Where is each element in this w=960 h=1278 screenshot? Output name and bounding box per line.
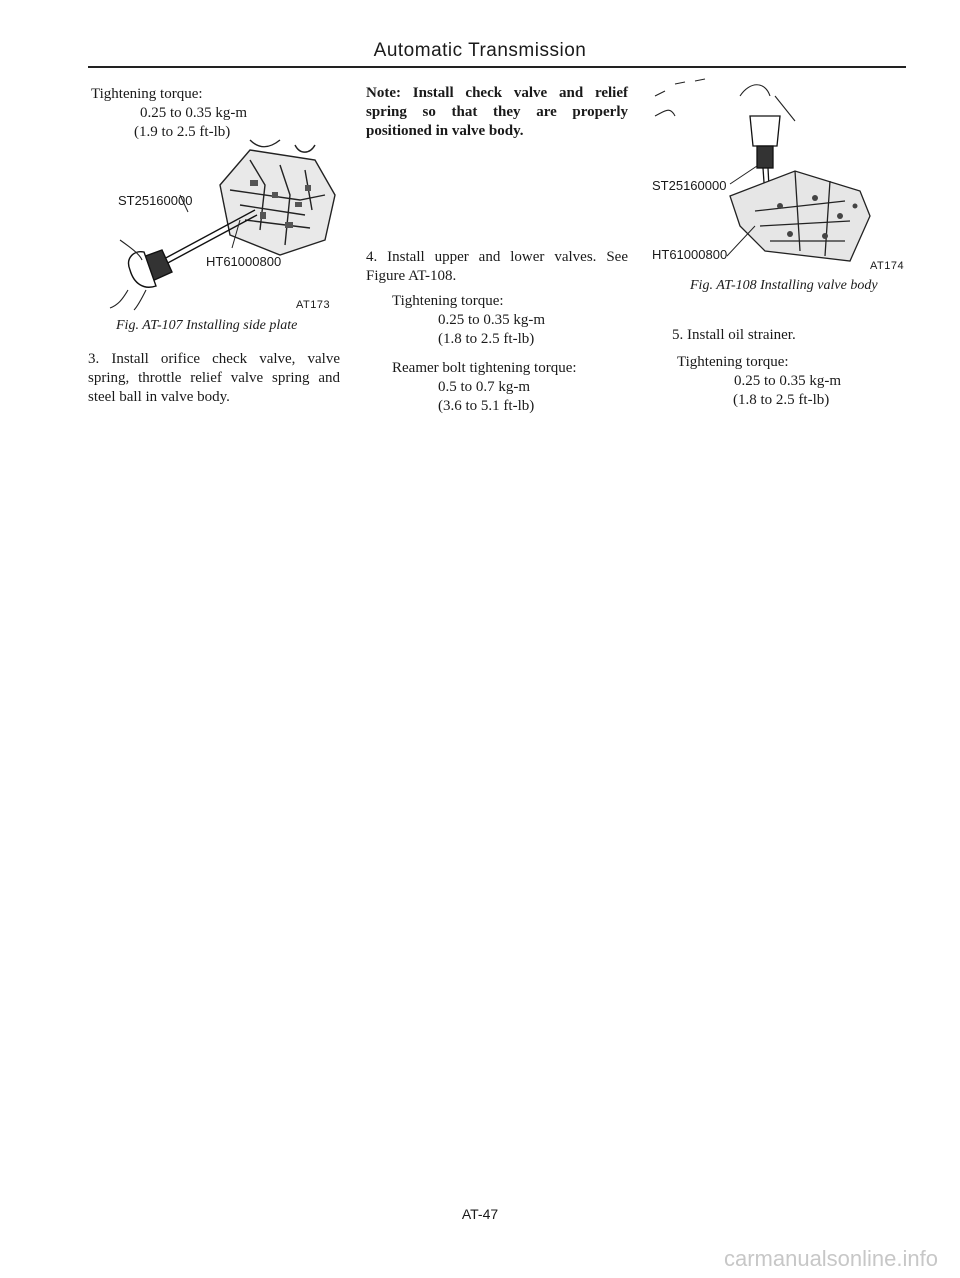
left-step-3: 3. Install orifice check valve, valve spring, throttle relief valve spring and steel ball in valve body. bbox=[88, 351, 340, 405]
left-torque-value-imperial: (1.9 to 2.5 ft-lb) bbox=[134, 124, 231, 140]
middle-torque-label: Tightening torque: bbox=[392, 293, 504, 309]
right-tool-label-ht: HT61000800 bbox=[652, 247, 728, 262]
header-rule bbox=[88, 66, 906, 68]
right-torque-value: 0.25 to 0.35 kg-m bbox=[734, 373, 842, 389]
middle-reamer-value: 0.5 to 0.7 kg-m bbox=[438, 379, 531, 395]
right-torque-value-imperial: (1.8 to 2.5 ft-lb) bbox=[733, 392, 830, 408]
middle-reamer-value-imperial: (3.6 to 5.1 ft-lb) bbox=[438, 398, 535, 414]
left-figure-caption: Fig. AT-107 Installing side plate bbox=[116, 318, 298, 333]
right-torque-label: Tightening torque: bbox=[677, 354, 789, 370]
middle-step-4: 4. Install upper and lower valves. See Figure AT-108. bbox=[366, 249, 628, 284]
side-plate-illustration bbox=[100, 140, 350, 310]
middle-reamer-label: Reamer bolt tightening torque: bbox=[392, 360, 577, 376]
left-figure-code: AT173 bbox=[296, 299, 331, 311]
page-number: AT-47 bbox=[461, 1206, 499, 1222]
right-step-5: 5. Install oil strainer. bbox=[672, 327, 796, 343]
middle-torque-value-imperial: (1.8 to 2.5 ft-lb) bbox=[438, 331, 535, 347]
right-figure-code: AT174 bbox=[870, 260, 905, 272]
watermark: carmanualsonline.info bbox=[723, 1246, 938, 1271]
left-torque-value: 0.25 to 0.35 kg-m bbox=[140, 105, 248, 121]
middle-torque-value: 0.25 to 0.35 kg-m bbox=[438, 312, 546, 328]
left-torque-label: Tightening torque: bbox=[91, 86, 203, 102]
right-figure-caption: Fig. AT-108 Installing valve body bbox=[690, 278, 878, 293]
middle-note: Note: Install check valve and relief spring so that they are properly positioned in valve body. bbox=[366, 85, 628, 139]
page-header: Automatic Transmission bbox=[373, 40, 587, 61]
valve-body-illustration bbox=[645, 76, 905, 276]
right-tool-label-st: ST25160000 bbox=[652, 178, 727, 193]
left-tool-label-st: ST25160000 bbox=[118, 193, 193, 208]
left-tool-label-ht: HT61000800 bbox=[206, 254, 282, 269]
